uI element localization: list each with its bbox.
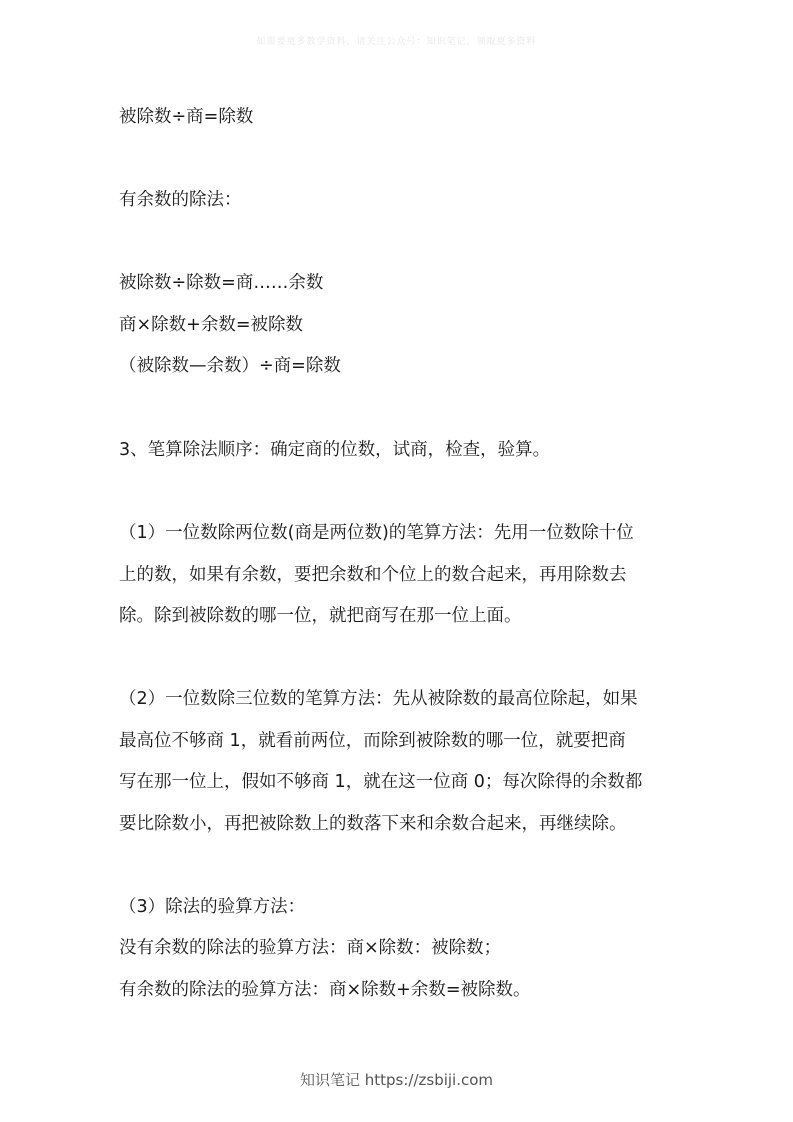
text-line: 没有余数的除法的验算方法：商×除数：被除数；: [119, 938, 502, 958]
text-line: 最高位不够商 1，就看前两位，而除到被除数的哪一位，就要把商: [119, 731, 626, 751]
header-watermark: 如需要更多教学资料，请关注公众号：知识笔记，领取更多资料: [256, 37, 537, 47]
text-line: （3）除法的验算方法：: [119, 897, 306, 917]
text-line: 有余数的除法：: [119, 190, 242, 210]
text-line: 商×除数+余数=被除数: [119, 315, 303, 335]
text-line: （被除数—余数）÷商=除数: [119, 356, 341, 376]
text-line: 被除数÷除数=商……余数: [119, 273, 324, 293]
text-line: 有余数的除法的验算方法：商×除数+余数=被除数。: [119, 980, 531, 1000]
text-line: （1）一位数除两位数(商是两位数)的笔算方法：先用一位数除十位: [119, 523, 634, 543]
text-line: 除。除到被除数的哪一位，就把商写在那一位上面。: [119, 606, 522, 626]
footer-link[interactable]: 知识笔记 https://zsbiji.com: [299, 1071, 494, 1089]
text-line: 被除数÷商=除数: [119, 107, 254, 127]
text-line: 要比除数小，再把被除数上的数落下来和余数合起来，再继续除。: [119, 814, 627, 834]
text-line: 上的数，如果有余数，要把余数和个位上的数合起来，再用除数去: [119, 565, 627, 585]
text-line: （2）一位数除三位数的笔算方法：先从被除数的最高位除起，如果: [119, 689, 638, 709]
text-line: 写在那一位上，假如不够商 1，就在这一位商 0；每次除得的余数都: [119, 772, 643, 792]
section-heading: 3、笔算除法顺序：确定商的位数，试商，检查，验算。: [119, 440, 551, 460]
